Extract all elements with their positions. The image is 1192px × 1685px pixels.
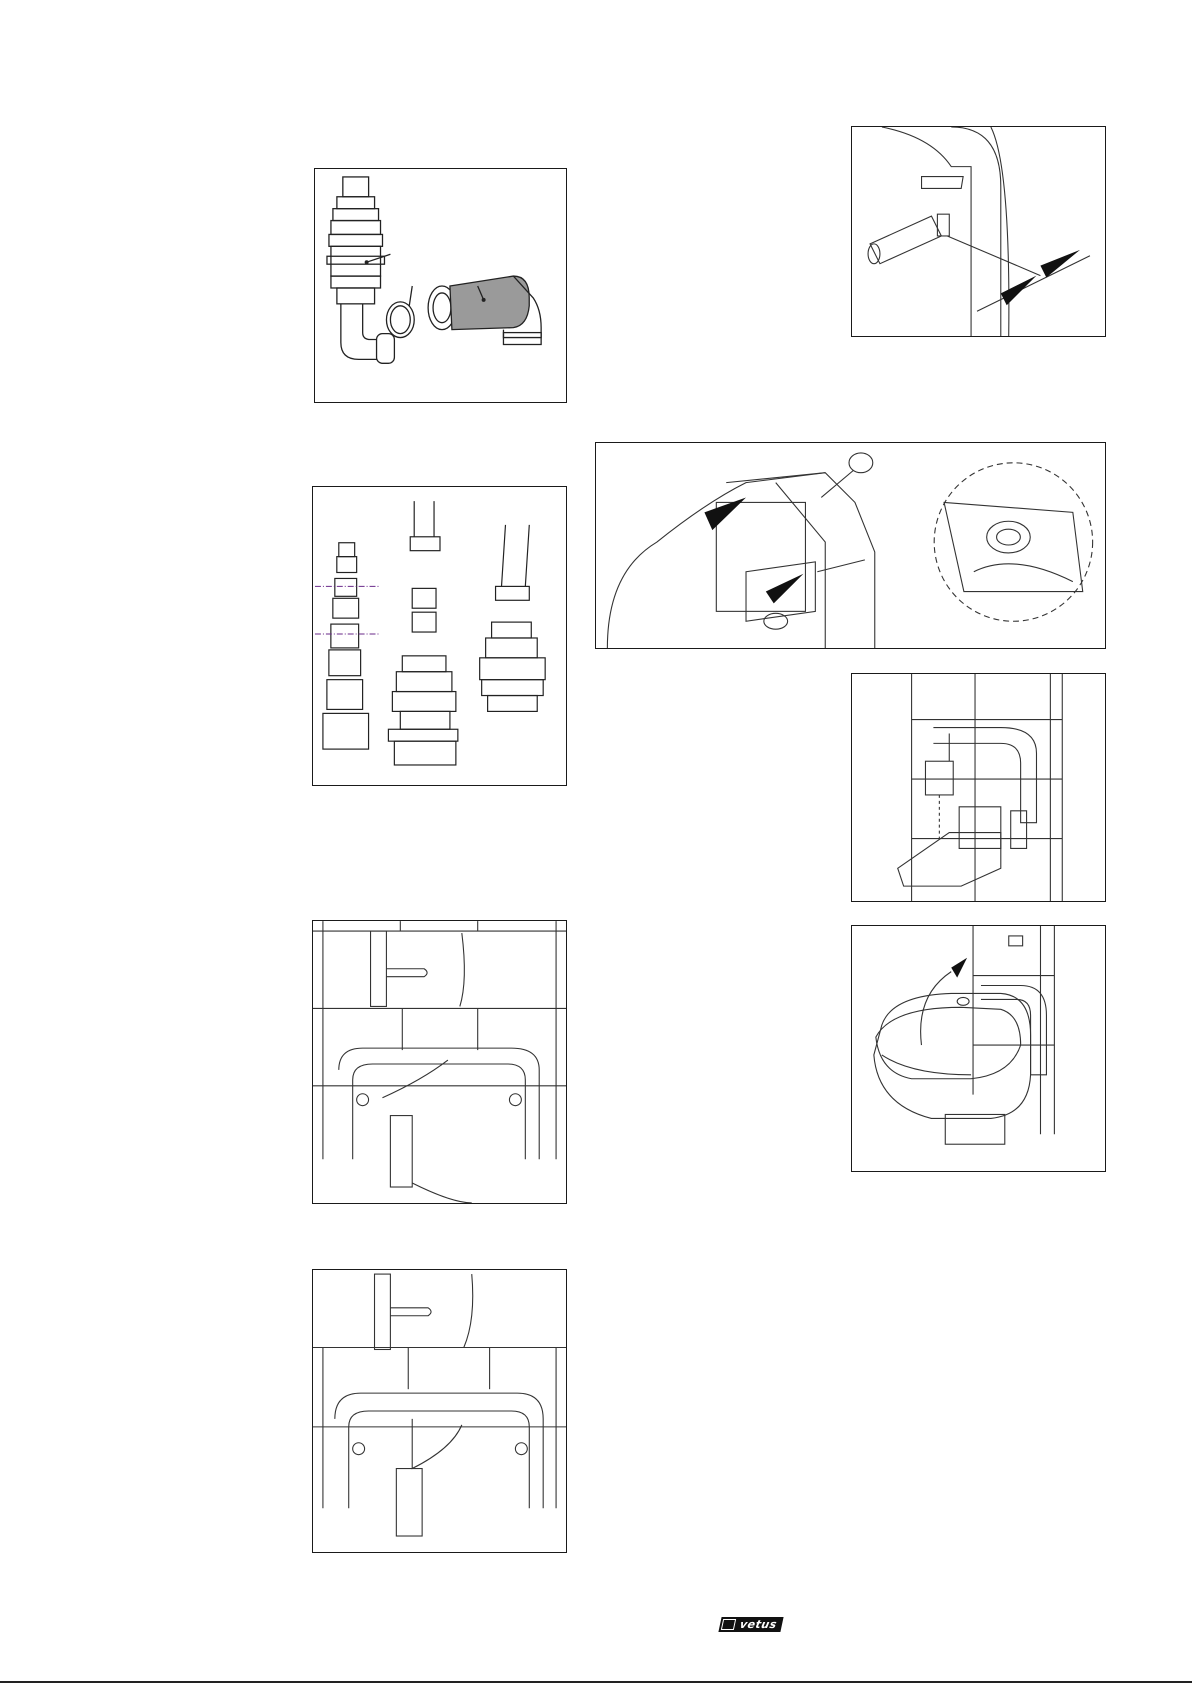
valve-connection-a-drawing	[313, 921, 566, 1203]
figure-valve-connection-a	[312, 920, 567, 1204]
figure-hose-adapter-sizes	[312, 486, 567, 786]
figure-wall-distance	[851, 126, 1106, 337]
wall-distance-drawing	[852, 127, 1105, 336]
figure-valve-connection-b	[312, 1269, 567, 1553]
mounting-plugs-drawing	[596, 443, 1105, 648]
page-bottom-rule	[0, 1681, 1192, 1683]
hose-adapter-drawing	[313, 487, 566, 785]
figure-bracket-mounting	[851, 673, 1106, 902]
figure-toilet-placement	[851, 925, 1106, 1172]
valve-connection-b-drawing	[313, 1270, 566, 1552]
figure-mounting-plugs	[595, 442, 1106, 649]
logo-mark-icon	[721, 1619, 736, 1630]
figure-silencer-assembly	[314, 168, 567, 403]
vetus-logo	[718, 1617, 783, 1632]
toilet-placement-drawing	[852, 926, 1105, 1171]
logo-wordmark: vetus	[738, 1618, 779, 1631]
silencer-assembly-drawing	[315, 169, 566, 402]
bracket-mounting-drawing	[852, 674, 1105, 901]
